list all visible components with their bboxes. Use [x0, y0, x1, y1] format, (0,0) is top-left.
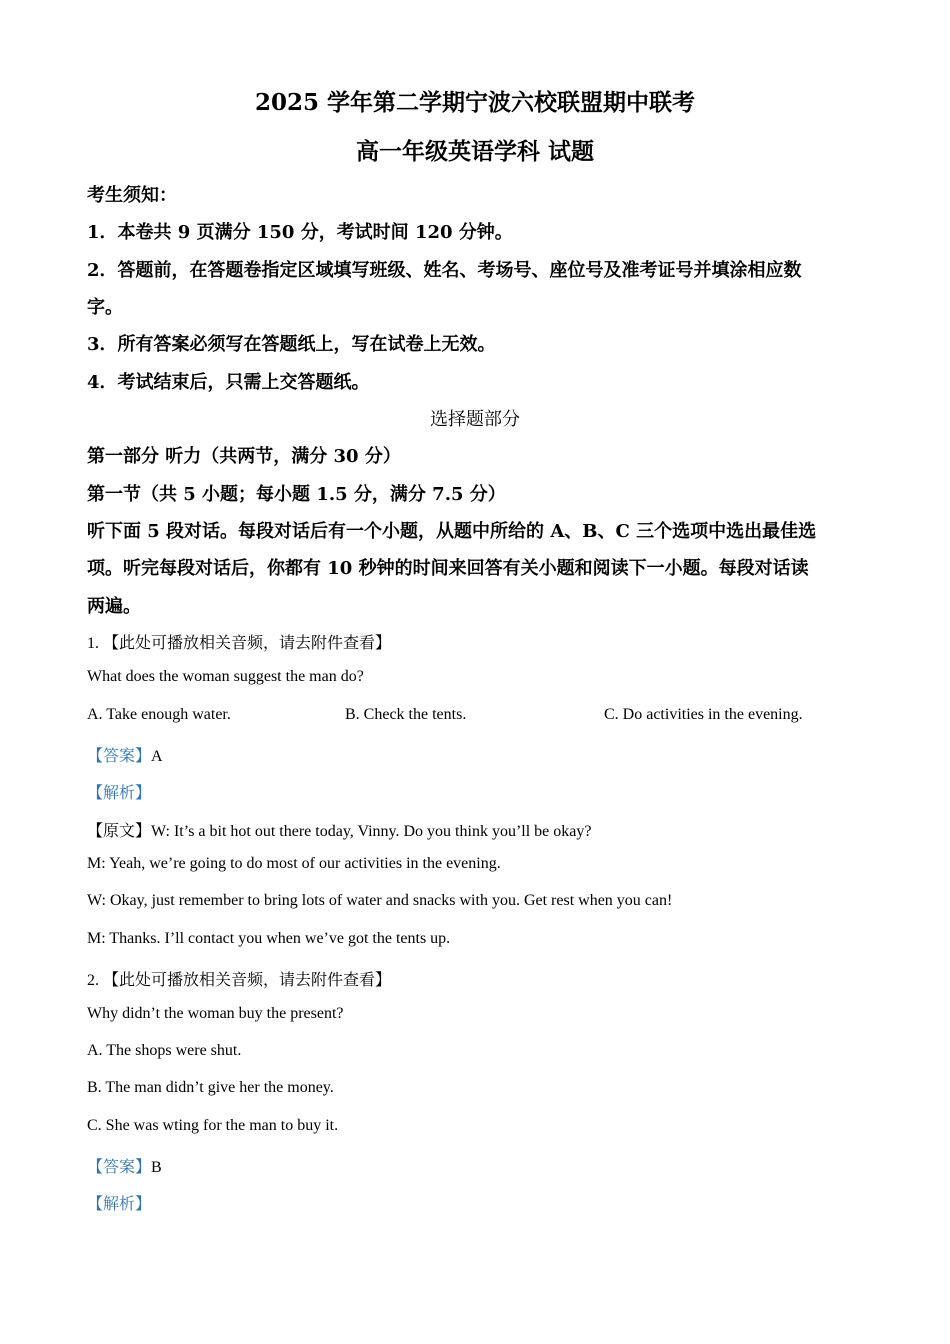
exam-subtitle: 高一年级英语学科 试题 [355, 138, 594, 165]
instructions: 两遍。 [87, 596, 141, 617]
option-c: C. She was wting for the man to buy it. [87, 1117, 339, 1134]
notice-item: 字。 [87, 297, 123, 318]
instructions: 听下面 5 段对话。每段对话后有一个小题，从题中所给的 A、B、C 三个选项中选出最佳选 [87, 521, 817, 542]
transcript-line: M: Yeah, we’re going to do most of our activities in the evening. [87, 855, 501, 872]
answer-line [87, 1154, 860, 1177]
transcript-line: M: Thanks. I’ll contact you when we’ve got the tents up. [87, 930, 451, 947]
option-a: A. The shops were shut. [87, 1042, 242, 1059]
subsection-heading: 第一节（共 5 小题；每小题 1.5 分，满分 7.5 分） [87, 484, 506, 505]
option-b: B. Check the tents. [345, 706, 467, 723]
option-b: B. The man didn’t give her the money. [87, 1079, 334, 1096]
notice-heading: 考生须知： [87, 185, 177, 206]
answer-label: 【答案】 [87, 748, 152, 765]
transcript-line: W: Okay, just remember to bring lots of water and snacks with you. Get rest when you can! [87, 892, 673, 909]
notice-item: 2．答题前，在答题卷指定区域填写班级、姓名、考场号、座位号及准考证号并填涂相应数 [87, 260, 802, 281]
audio-placeholder: 1. 【此处可播放相关音频，请去附件查看】 [87, 635, 392, 652]
answer-value: B [151, 1159, 162, 1176]
transcript-line [87, 818, 860, 841]
answer-label: 【答案】 [87, 1159, 152, 1176]
section-title: 选择题部分 [430, 409, 520, 430]
transcript-label: 【原文】 [87, 823, 152, 840]
audio-placeholder: 2. 【此处可播放相关音频，请去附件查看】 [87, 972, 392, 989]
question-text: What does the woman suggest the man do? [87, 668, 364, 685]
notice-item: 3．所有答案必须写在答题纸上，写在试卷上无效。 [87, 334, 496, 355]
instructions: 项。听完每段对话后，你都有 10 秒钟的时间来回答有关小题和阅读下一小题。每段对话读 [87, 558, 809, 579]
option-a: A. Take enough water. [87, 706, 231, 723]
answer-value: A [151, 748, 163, 765]
answer-line [87, 743, 860, 766]
notice-item: 1．本卷共 9 页满分 150 分，考试时间 120 分钟。 [87, 222, 513, 243]
part-heading: 第一部分 听力（共两节，满分 30 分） [87, 446, 401, 467]
transcript-text: W: It’s a bit hot out there today, Vinny. Do you think you’ll be okay? [151, 823, 592, 840]
exam-title: 2025 学年第二学期宁波六校联盟期中联考 [254, 89, 696, 116]
analysis-label: 【解析】 [87, 785, 152, 802]
notice-item: 4．考试结束后，只需上交答题纸。 [87, 372, 370, 393]
option-c: C. Do activities in the evening. [604, 706, 803, 723]
question-text: Why didn’t the woman buy the present? [87, 1005, 344, 1022]
analysis-label: 【解析】 [87, 1196, 152, 1213]
